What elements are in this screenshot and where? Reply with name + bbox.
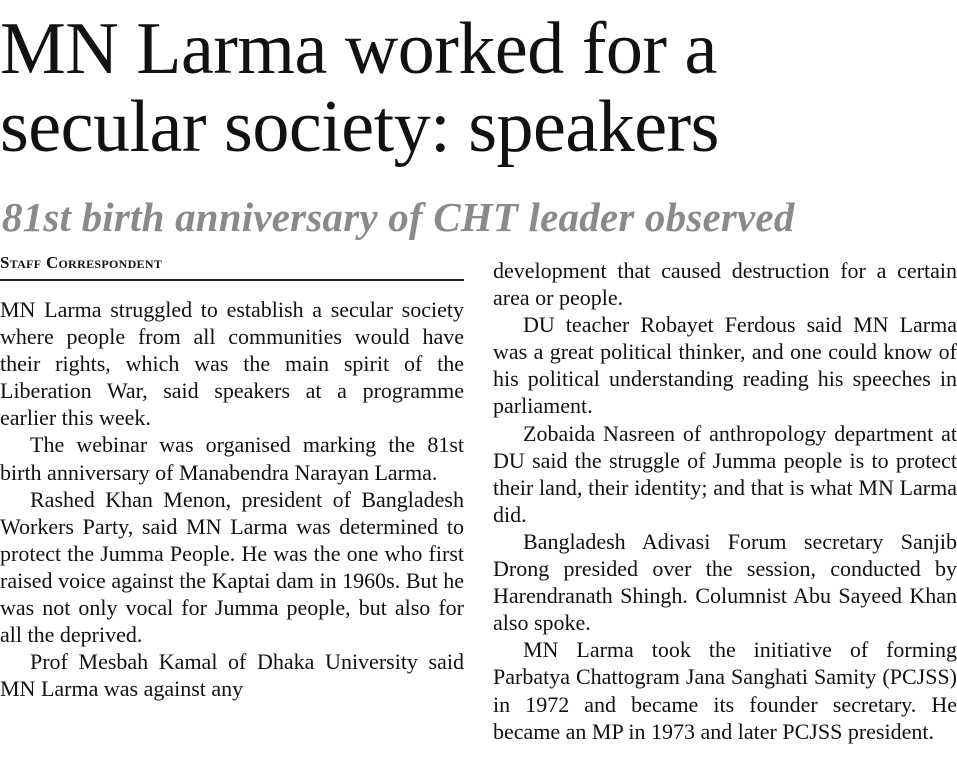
- article-column-right: [493, 257, 957, 745]
- headline-line-2: secular society: speakers: [0, 86, 719, 168]
- paragraph: MN Larma took the initiative of forming Parbatya Chattogram Jana Sanghati Samity (PCJSS) in 1972 and became its founder secretary. He became an MP in 1973 and later PCJSS president.: [493, 637, 957, 744]
- paragraph: DU teacher Robayet Ferdous said MN Larma was a great political thinker, and one could know of his political understanding reading his speeches in parliament.: [493, 312, 957, 419]
- article-column-left: [0, 296, 464, 702]
- paragraph: Zobaida Nasreen of anthropology department at DU said the struggle of Jumma people is to protect their land, their identity; and that is what MN Larma did.: [493, 420, 957, 527]
- paragraph: MN Larma struggled to establish a secular society where people from all communities would have their rights, which was the main spirit of the Liberation War, said speakers at a programme earlier this week.: [0, 297, 464, 431]
- paragraph: development that caused destruction for a certain area or people.: [493, 258, 957, 311]
- paragraph: Rashed Khan Menon, president of Bangladesh Workers Party, said MN Larma was determined to protect the Jumma People. He was the one who first raised voice against the Kaptai dam in 1960s. But he was not only vocal for Jumma people, but also for all the deprived.: [0, 486, 464, 648]
- subheadline: 81st birth anniversary of CHT leader observed: [2, 194, 795, 240]
- headline: [0, 10, 957, 166]
- paragraph: The webinar was organised marking the 81st birth anniversary of Manabendra Narayan Larma.: [0, 432, 464, 485]
- paragraph: Bangladesh Adivasi Forum secretary Sanjib Drong presided over the session, conducted by Harendranath Shingh. Columnist Abu Sayeed Khan also spoke.: [493, 528, 957, 636]
- paragraph: Prof Mesbah Kamal of Dhaka University said MN Larma was against any: [0, 649, 464, 702]
- headline-line-1: MN Larma worked for a: [0, 8, 717, 90]
- byline: Staff Correspondent: [0, 252, 464, 281]
